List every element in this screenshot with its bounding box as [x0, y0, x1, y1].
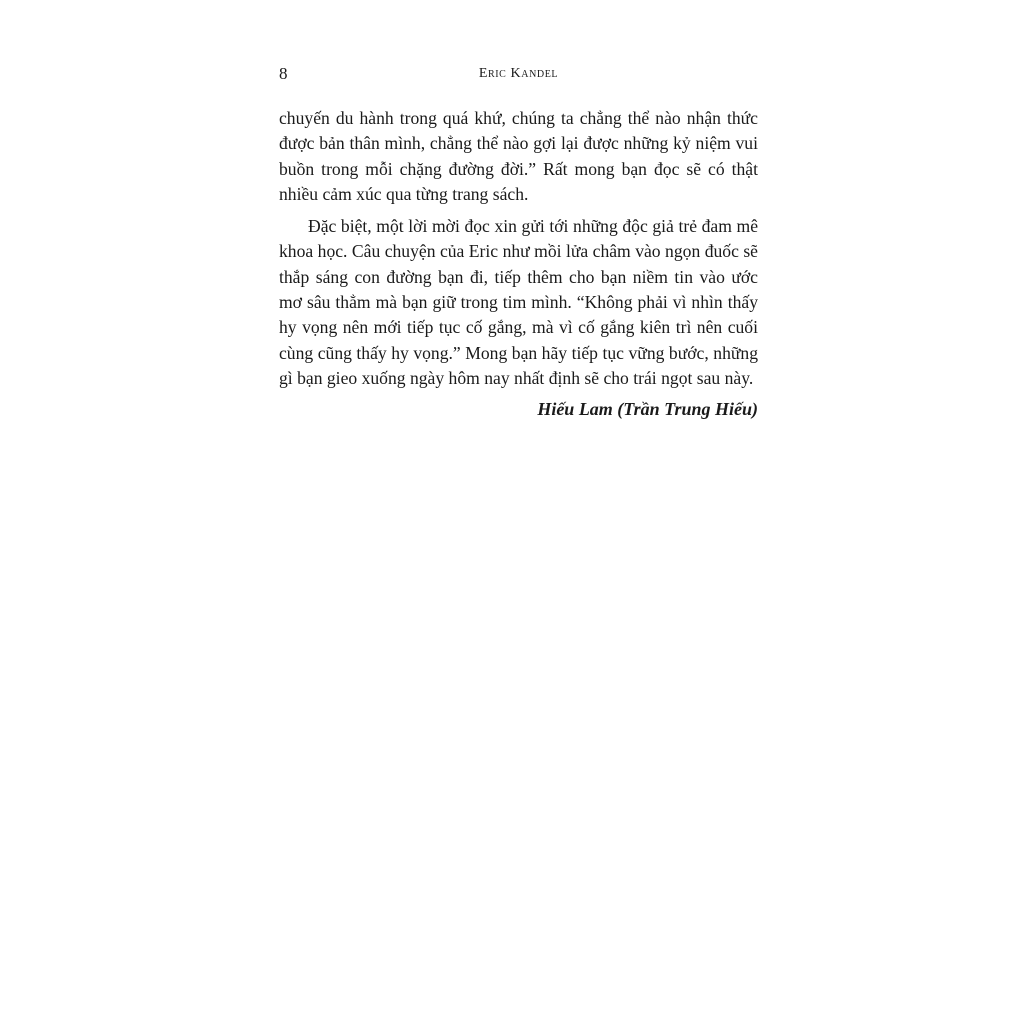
running-title: Eric Kandel	[478, 66, 559, 81]
running-header	[279, 60, 758, 90]
page-number: 8	[279, 64, 288, 83]
paragraph: Đặc biệt, một lời mời đọc xin gửi tới những độc giả trẻ đam mê khoa học. Câu chuyện của Eric như mồi lửa châm vào ngọn đuốc sẽ thắp sáng con đường bạn đi, tiếp thêm cho bạn niềm tin vào ước mơ sâu thẳm mà bạn giữ trong tim mình. “Không phải vì nhìn thấy hy vọng nên mới tiếp tục cố gắng, mà vì cố gắng kiên trì nên cuối cùng cũng thấy hy vọng.” Mong bạn hãy tiếp tục vững bước, những gì bạn gieo xuống ngày hôm nay nhất định sẽ cho trái ngọt sau này.	[279, 216, 758, 388]
body-text	[279, 106, 758, 391]
paragraph: chuyến du hành trong quá khứ, chúng ta chẳng thể nào nhận thức được bản thân mình, chẳng thể nào gợi lại được những kỷ niệm vui buồn trong mỗi chặng đường đời.” Rất mong bạn đọc sẽ có thật nhiều cảm xúc qua từng trang sách.	[279, 108, 758, 204]
book-page	[279, 60, 758, 422]
author-signature: Hiếu Lam (Trần Trung Hiếu)	[537, 399, 758, 420]
